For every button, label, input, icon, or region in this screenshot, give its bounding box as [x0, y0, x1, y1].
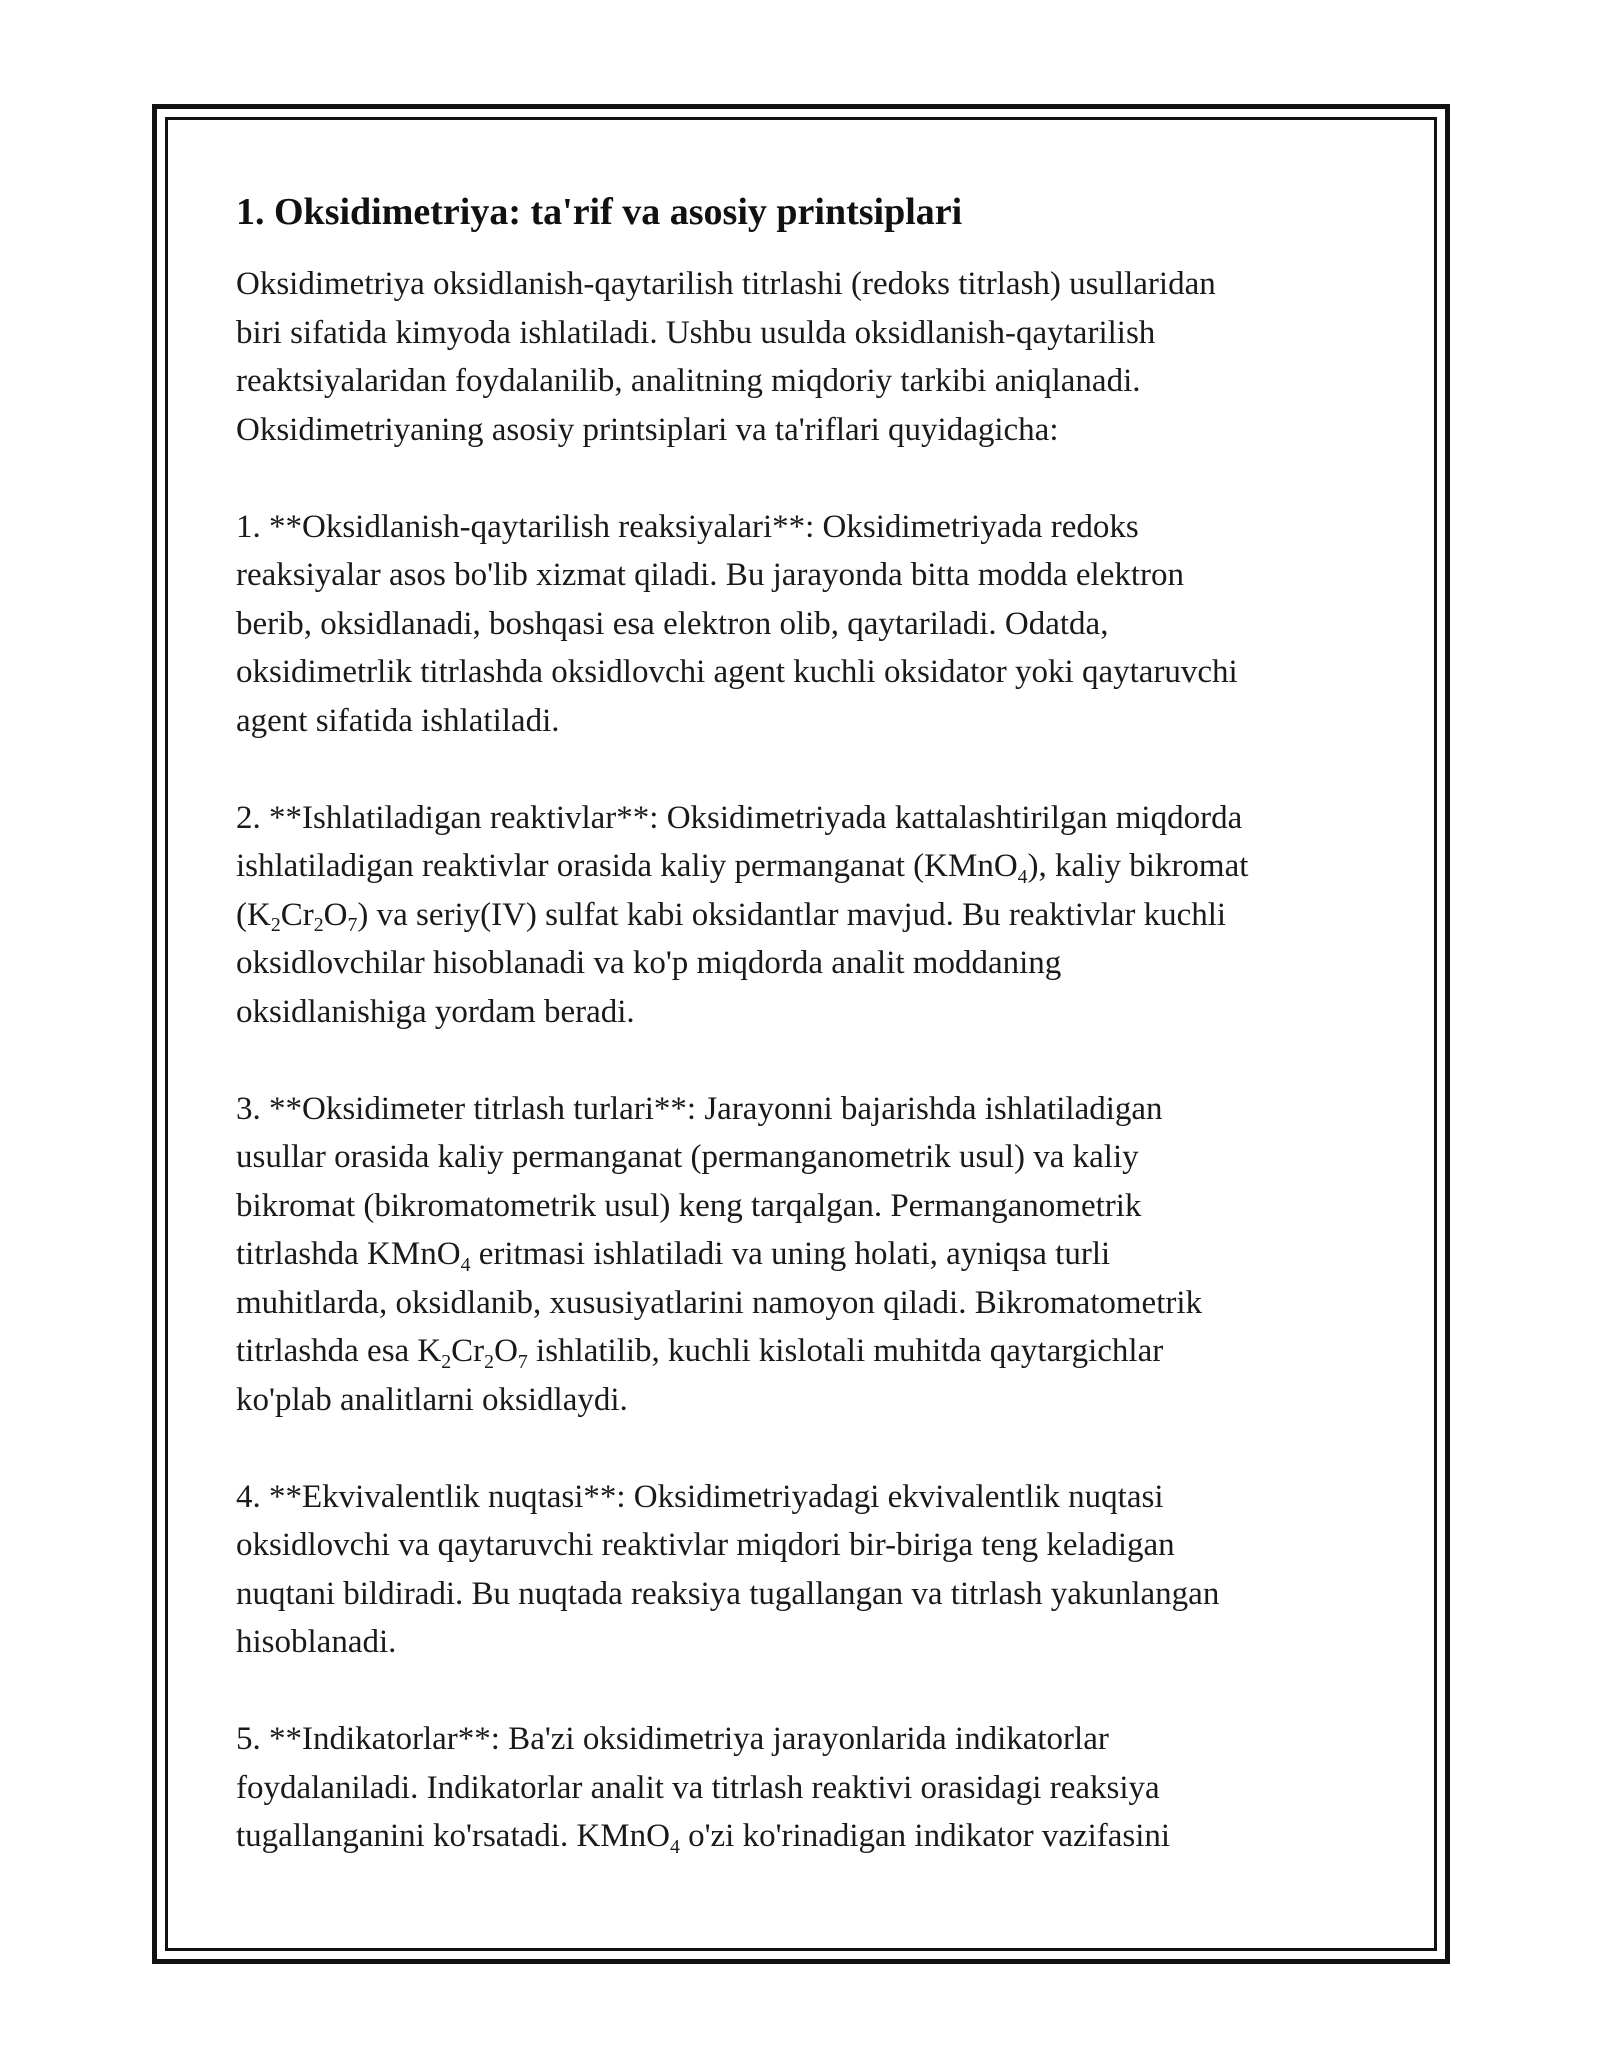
subscript: 7 [517, 1350, 528, 1373]
subscript: 4 [669, 1835, 680, 1858]
text-run: o'zi ko'rinadigan indikator vazifasini [679, 1818, 1171, 1854]
list-item-2 [236, 794, 1386, 1037]
text-run: O [323, 896, 348, 933]
subscript: 4 [1017, 865, 1028, 888]
text-line [236, 842, 1386, 891]
text-line: usullar orasida kaliy permanganat (permanganometrik usul) va kaliy [236, 1139, 1139, 1175]
text-run: eritmasi ishlatiladi va uning holati, ayniqsa turli [470, 1236, 1111, 1272]
text-run: titrlashda esa K [236, 1333, 442, 1369]
subscript: 2 [484, 1350, 495, 1373]
text-run: Cr [280, 896, 314, 933]
subscript: 2 [270, 914, 281, 937]
intro-paragraph [236, 260, 1386, 454]
text-run: ishlatilib, kuchli kislotali muhitda qaytargichlar [527, 1333, 1164, 1369]
text-run: (K [236, 896, 271, 933]
text-run: Cr [451, 1333, 485, 1369]
text-line [236, 1812, 1386, 1861]
text-run: titrlashda KMnO [236, 1236, 461, 1272]
text-line: oksidimetrlik titrlashda oksidlovchi agent kuchli oksidator yoki qaytaruvchi [236, 654, 1238, 690]
list-item-1 [236, 503, 1386, 746]
text-line [236, 1327, 1386, 1376]
text-line: biri sifatida kimyoda ishlatiladi. Ushbu usulda oksidlanish-qaytarilish [236, 314, 1156, 351]
text-line: reaksiyalar asos bo'lib xizmat qiladi. Bu jarayonda bitta modda elektron [236, 557, 1185, 593]
text-line: 4. **Ekvivalentlik nuqtasi**: Oksidimetriyadagi ekvivalentlik nuqtasi [236, 1478, 1164, 1515]
section-heading: 1. Oksidimetriya: ta'rif va asosiy printsiplari [236, 191, 963, 233]
text-line: ko'plab analitlarni oksidlaydi. [236, 1381, 628, 1418]
text-line: oksidlanishiga yordam beradi. [236, 993, 635, 1030]
text-run: ), kaliy bikromat [1027, 848, 1249, 884]
text-line: 2. **Ishlatiladigan reaktivlar**: Oksidimetriyada kattalashtirilgan miqdorda [236, 799, 1243, 836]
text-line: oksidlovchi va qaytaruvchi reaktivlar miqdori bir-biriga teng keladigan [236, 1527, 1175, 1563]
text-line: Oksidimetriya oksidlanish-qaytarilish titrlashi (redoks titrlash) usullaridan [236, 266, 1216, 302]
text-line: agent sifatida ishlatiladi. [236, 702, 560, 739]
text-run: tugallanganini ko'rsatadi. KMnO [236, 1818, 670, 1854]
text-line: 5. **Indikatorlar**: Ba'zi oksidimetriya jarayonlarida indikatorlar [236, 1721, 1109, 1757]
list-item-3 [236, 1085, 1386, 1425]
text-line: nuqtani bildiradi. Bu nuqtada reaksiya tugallangan va titrlash yakunlangan [236, 1575, 1220, 1612]
text-line: 1. **Oksidlanish-qaytarilish reaksiyalari**: Oksidimetriyada redoks [236, 508, 1139, 545]
document-body [236, 188, 1386, 1909]
text-line: berib, oksidlanadi, boshqasi esa elektron olib, qaytariladi. Odatda, [236, 605, 1109, 642]
text-line: bikromat (bikromatometrik usul) keng tarqalgan. Permanganometrik [236, 1187, 1142, 1224]
text-line: Oksidimetriyaning asosiy printsiplari va ta'riflari quyidagicha: [236, 411, 1059, 448]
text-line: reaktsiyalaridan foydalanilib, analitning miqdoriy tarkibi aniqlanadi. [236, 363, 1141, 399]
subscript: 4 [460, 1253, 471, 1276]
text-line: hisoblanadi. [236, 1624, 397, 1660]
text-run: O [494, 1333, 518, 1369]
text-run: ishlatiladigan reaktivlar orasida kaliy permanganat (KMnO [236, 848, 1018, 884]
subscript: 2 [441, 1350, 452, 1373]
subscript: 7 [347, 914, 358, 937]
text-line: 3. **Oksidimeter titrlash turlari**: Jarayonni bajarishda ishlatiladigan [236, 1090, 1163, 1127]
text-line: oksidlovchilar hisoblanadi va ko'p miqdorda analit moddaning [236, 945, 1062, 981]
subscript: 2 [313, 914, 324, 937]
list-item-5 [236, 1715, 1386, 1861]
text-run: ) va seriy(IV) sulfat kabi oksidantlar mavjud. Bu reaktivlar kuchli [357, 896, 1227, 933]
list-item-4 [236, 1473, 1386, 1667]
text-line: muhitlarda, oksidlanib, xususiyatlarini namoyon qiladi. Bikromatometrik [236, 1284, 1203, 1321]
text-line [236, 891, 1386, 940]
text-line [236, 1230, 1386, 1279]
text-line: foydalaniladi. Indikatorlar analit va titrlash reaktivi orasidagi reaksiya [236, 1769, 1160, 1806]
